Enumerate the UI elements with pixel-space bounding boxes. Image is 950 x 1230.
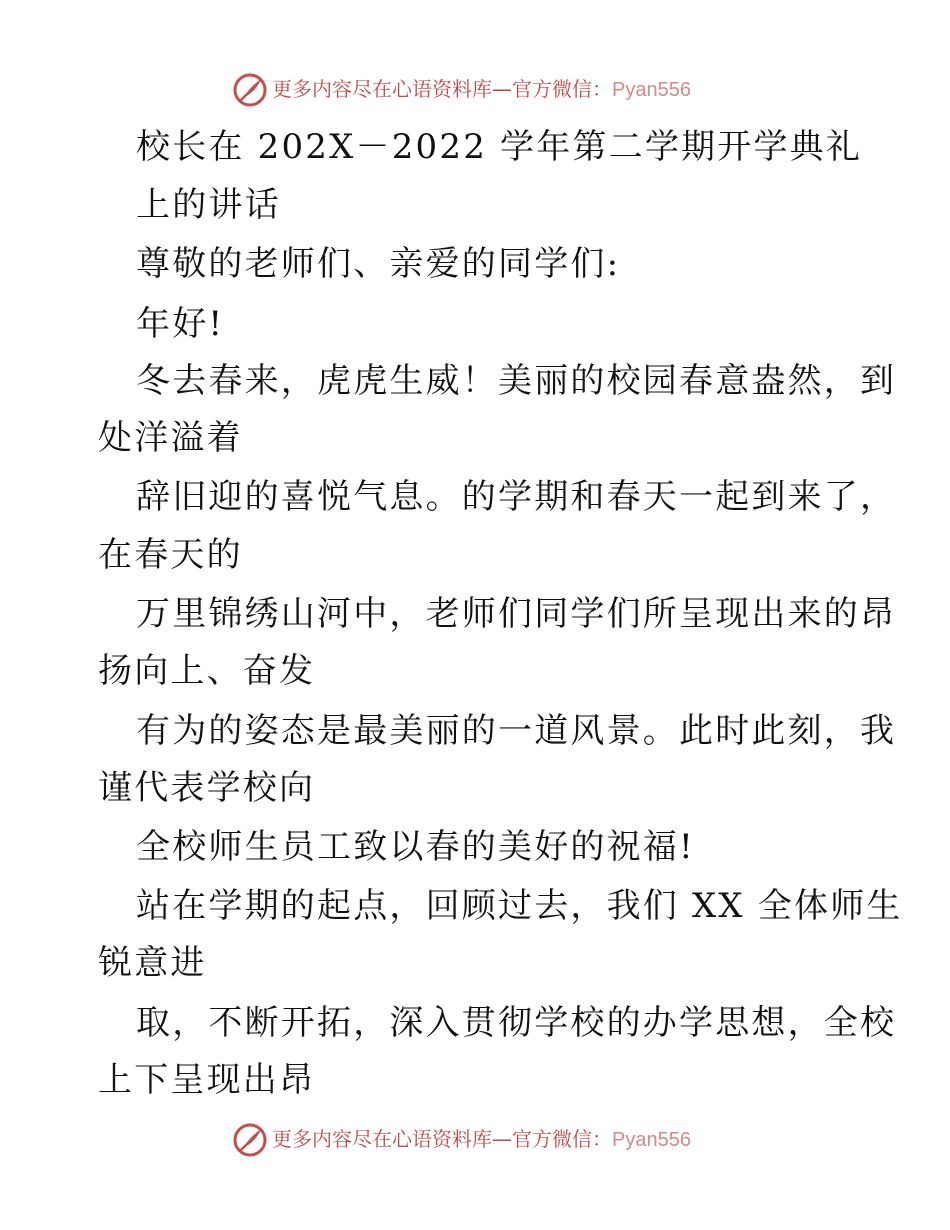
paragraph-line: 扬向上、奋发 xyxy=(98,651,316,691)
paragraph-line: 有为的姿态是最美丽的一道风景。此时此刻，我 xyxy=(136,711,897,751)
title-line-1: 校长在 202X－2022 学年第二学期开学典礼 xyxy=(136,127,863,167)
paragraph-line: 辞旧迎的喜悦气息。的学期和春天一起到来了， xyxy=(136,477,897,517)
title-line-2: 上的讲话 xyxy=(136,185,281,225)
paragraph-line: 站在学期的起点，回顾过去，我们 XX 全体师生 xyxy=(136,886,903,926)
paragraph-line: 上下呈现出昂 xyxy=(98,1060,316,1100)
banner-text xyxy=(272,77,691,102)
banner-dash: — xyxy=(492,1127,512,1151)
wechat-id: Pyan556 xyxy=(612,1129,691,1151)
quill-logo-icon xyxy=(232,72,268,108)
wechat-label: 官方微信： xyxy=(512,1127,612,1151)
paragraph-line: 取，不断开拓，深入贯彻学校的办学思想，全校 xyxy=(136,1003,897,1043)
paragraph-line: 锐意进 xyxy=(98,943,207,983)
paragraph-line: 全校师生员工致以春的美好的祝福! xyxy=(136,827,695,867)
wechat-label: 官方微信： xyxy=(512,77,612,101)
salutation: 尊敬的老师们、亲爱的同学们: xyxy=(136,244,621,284)
brand-text: 更多内容尽在心语资料库 xyxy=(272,1127,492,1151)
paragraph-line: 在春天的 xyxy=(98,535,243,575)
header-banner xyxy=(0,70,950,110)
brand-text: 更多内容尽在心语资料库 xyxy=(272,77,492,101)
paragraph-line: 处洋溢着 xyxy=(98,418,243,458)
quill-logo-icon xyxy=(232,1122,268,1158)
greeting: 年好! xyxy=(136,304,225,344)
banner-dash: — xyxy=(492,77,512,101)
paragraph-line: 万里锦绣山河中，老师们同学们所呈现出来的昂 xyxy=(136,594,897,634)
footer-banner xyxy=(0,1120,950,1160)
paragraph-line: 谨代表学校向 xyxy=(98,768,316,808)
wechat-id: Pyan556 xyxy=(612,79,691,101)
paragraph-line: 冬去春来，虎虎生威！美丽的校园春意盎然，到 xyxy=(136,361,897,401)
banner-text xyxy=(272,1127,691,1152)
